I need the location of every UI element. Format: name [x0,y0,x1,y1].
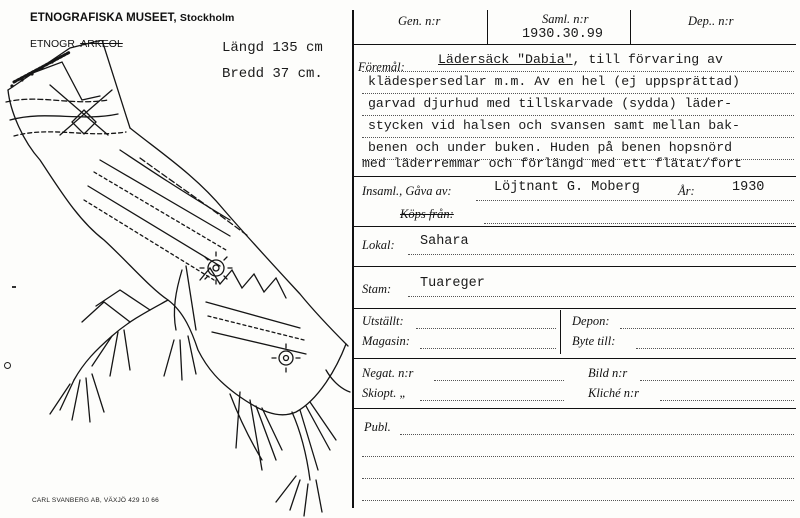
kop-label: Köps från: [400,207,454,221]
depon-label: Depon: [572,314,610,328]
rule [352,226,796,227]
dotted-rule [362,478,794,479]
dotted-rule [434,380,564,381]
skiopt-label: Skiopt. „ [362,386,407,400]
dotted-rule [484,223,794,224]
leather-bag-drawing [0,40,352,518]
ar-value: 1930 [732,180,765,195]
description-line-4: stycken vid halsen och svansen samt mellan bak- [368,118,740,133]
dotted-rule [660,400,794,401]
dotted-rule [362,71,794,72]
dep-label: Dep.. n:r [688,14,734,28]
dotted-rule [420,348,556,349]
saml-value: 1930.30.99 [522,27,604,42]
negat-label: Negat. n:r [362,366,414,380]
stam-value: Tuareger [420,276,485,291]
kliche-label: Kliché n:r [588,386,640,400]
description-line-5: benen och under buken. Huden på benen hopsnörd [368,140,733,155]
department-arkeol: ARKEOL [80,38,123,50]
dotted-rule [362,115,794,116]
insaml-value: Löjtnant G. Moberg [494,180,640,195]
insaml-label: Insaml., Gåva av: [362,184,452,198]
dotted-rule [416,328,556,329]
dotted-rule [640,380,794,381]
ar-label: År: [678,184,695,198]
rule [352,266,796,267]
dotted-rule [408,254,794,255]
byte-label: Byte till: [572,334,616,348]
lokal-value: Sahara [420,234,469,249]
dotted-rule [420,400,564,401]
gen-label: Gen. n:r [398,14,441,28]
museum-title: ETNOGRAFISKA MUSEET, [30,12,177,24]
description-line-6: med läderremmar och förlängd med ett flätat/fort [362,156,742,171]
description-text: , till förvaring av [572,52,723,67]
rule [352,176,796,177]
saml-label: Saml. n:r [542,12,589,26]
rule [352,408,796,409]
printer-imprint: CARL SVANBERG AB, VÄXJÖ 429 10 66 [32,497,159,504]
length-value: Längd 135 cm [222,40,323,56]
publ-label: Publ. [364,420,391,434]
dotted-rule [362,456,794,457]
magasin-label: Magasin: [362,334,410,348]
department-etnogr: ETNOGR. [30,38,78,50]
dotted-rule [408,296,794,297]
description-line-1 [438,52,723,67]
rule [352,358,796,359]
dotted-rule [362,500,794,501]
museum-city: Stockholm [179,12,235,24]
dotted-rule [400,434,794,435]
object-name: Lädersäck "Dabia" [438,52,573,67]
dotted-rule [620,328,794,329]
divider [630,10,631,44]
museum-name [30,12,234,24]
utstallt-label: Utställt: [362,314,404,328]
dotted-rule [636,348,794,349]
dotted-rule [362,93,794,94]
stam-label: Stam: [362,282,392,296]
punch-mark [12,286,16,288]
dotted-rule [362,137,794,138]
bild-label: Bild n:r [588,366,628,380]
punch-mark [4,362,11,369]
description-line-2: klädespersedlar m.m. Av en hel (ej uppsprättad) [368,74,740,89]
width-value: Bredd 37 cm. [222,66,323,82]
rule [352,308,796,309]
lokal-label: Lokal: [362,238,395,252]
dotted-rule [362,159,794,160]
divider [487,10,488,44]
dotted-rule [476,200,794,201]
foremal-label: Föremål: [358,60,405,74]
card-border [352,10,354,508]
description-line-3: garvad djurhud med tillskarvade (sydda) läder- [368,96,733,111]
divider [560,310,561,354]
rule [352,44,796,45]
